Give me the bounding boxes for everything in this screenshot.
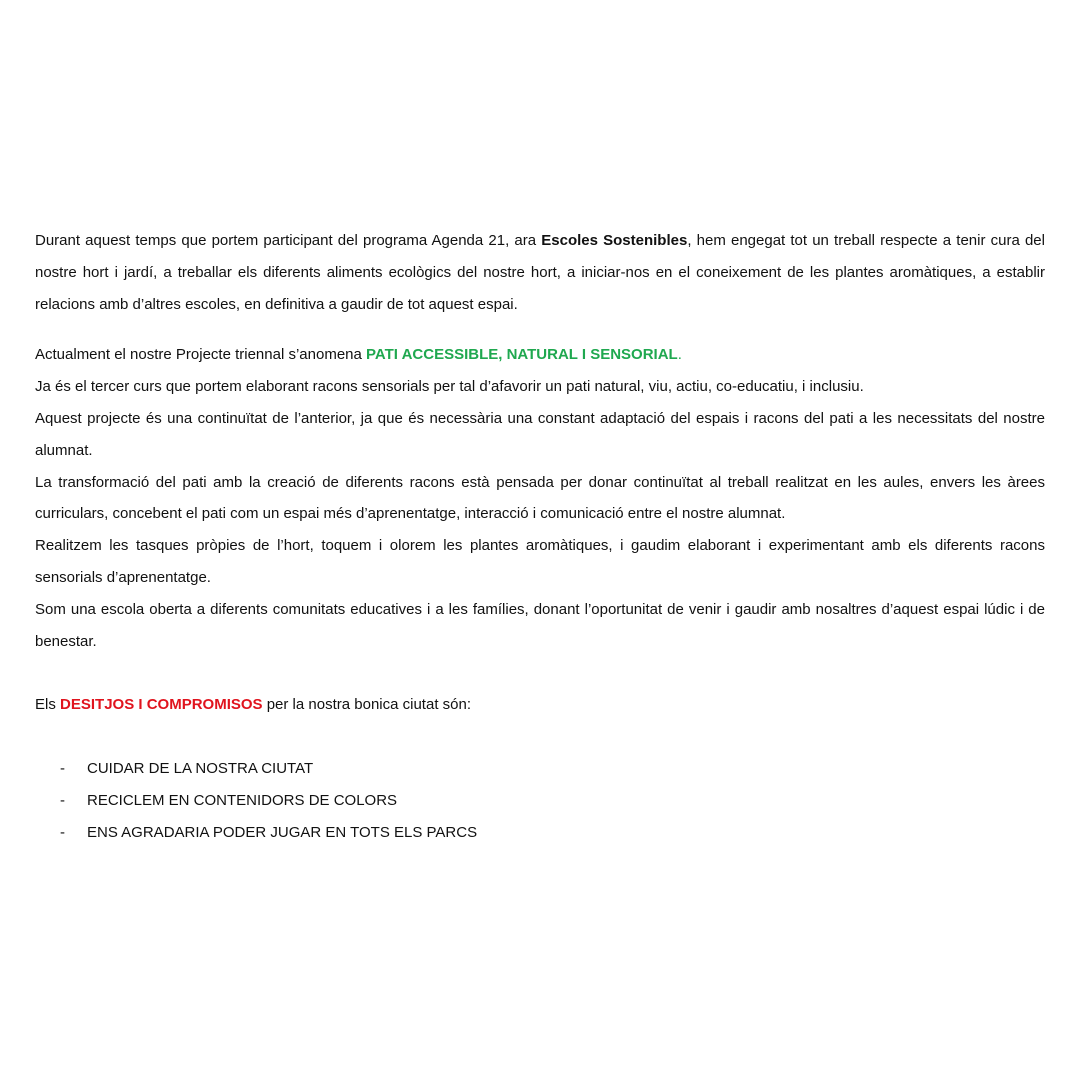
project-name-highlight: PATI ACCESSIBLE, NATURAL I SENSORIAL — [366, 346, 678, 364]
wishes-list — [35, 753, 1045, 848]
document-page — [35, 225, 1045, 849]
project-paragraph — [35, 339, 1045, 371]
intro-text-start: Durant aquest temps que portem participant del programa Agenda 21, ara — [35, 232, 542, 249]
list-item — [35, 817, 1045, 849]
list-item-text: ENS AGRADARIA PODER JUGAR EN TOTS ELS PARCS — [87, 823, 478, 841]
intro-text-end: , hem engegat tot un treball respecte a tenir cura del nostre hort i jardí, a treballar els diferents aliments ecològics del nostre hort, a iniciar-nos en el coneixement de les plantes aromàtiques, a establir relacions amb d’altres escoles, en definitiva a gaudir de tot aquest espai. — [35, 232, 1045, 313]
wishes-text-start: Els — [35, 696, 61, 714]
list-item — [35, 785, 1045, 817]
wishes-text-end: per la nostra bonica ciutat són: — [262, 696, 472, 714]
paragraph-transformacio: La transformació del pati amb la creació de diferents racons està pensada per donar continuïtat al treball realitzat en les aules, envers les àrees curriculars, concebent el pati com un espai més d’aprenentatge, interacció i comunicació entre el nostre alumnat. — [35, 473, 1045, 523]
paragraph-continuitat: Aquest projecte és una continuïtat de l’anterior, ja que és necessària una constant adaptació del espais i racons del pati a les necessitats del nostre alumnat. — [35, 409, 1045, 459]
list-item-text: RECICLEM EN CONTENIDORS DE COLORS — [87, 791, 398, 809]
list-item — [35, 753, 1045, 785]
project-period: . — [677, 346, 682, 364]
list-dash: - — [60, 823, 65, 841]
escoles-sostenibles-bold: Escoles Sostenibles — [541, 232, 688, 249]
paragraph-escola-oberta: Som una escola oberta a diferents comunitats educatives i a les famílies, donant l’oportunitat de venir i gaudir amb nosaltres d’aquest espai lúdic i de benestar. — [35, 600, 1045, 650]
list-dash: - — [60, 760, 65, 778]
project-text-start: Actualment el nostre Projecte triennal s’anomena — [35, 346, 367, 364]
list-item-text: CUIDAR DE LA NOSTRA CIUTAT — [87, 760, 314, 778]
wishes-heading — [35, 689, 1045, 721]
wishes-highlight: DESITJOS I COMPROMISOS — [60, 696, 263, 714]
list-dash: - — [60, 791, 65, 809]
intro-paragraph — [35, 225, 1045, 320]
paragraph-tercer-curs: Ja és el tercer curs que portem elaborant racons sensorials per tal d’afavorir un pati natural, viu, actiu, co-educatiu, i inclusiu. — [35, 378, 864, 396]
paragraph-hort: Realitzem les tasques pròpies de l’hort, toquem i olorem les plantes aromàtiques, i gaudim elaborant i experimentant amb els diferents racons sensorials d’aprenentatge. — [35, 537, 1045, 586]
